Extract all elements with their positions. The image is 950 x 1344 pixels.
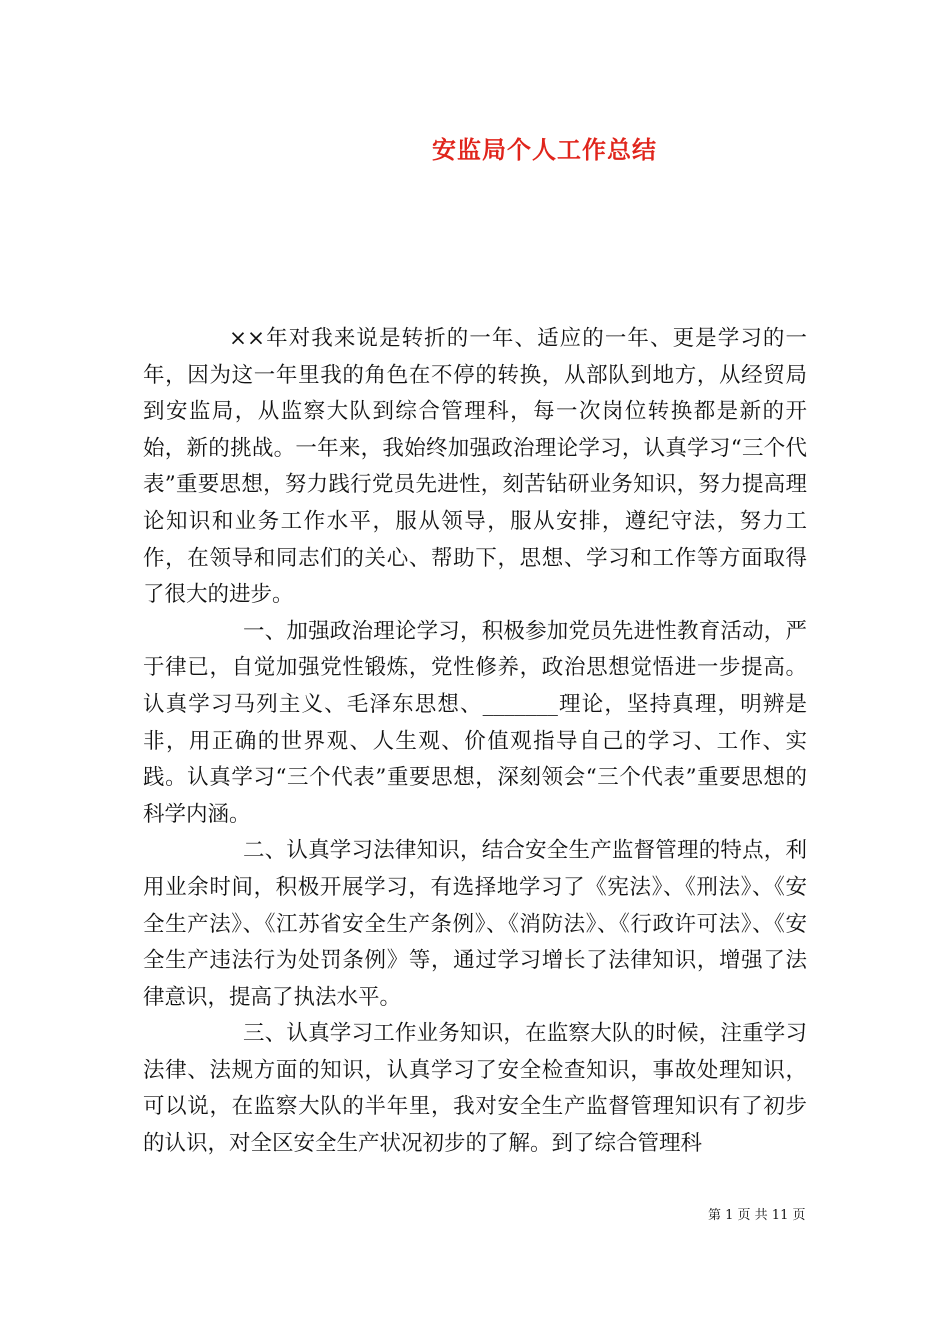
- document-body: [143, 321, 807, 1163]
- paragraph-intro: ××年对我来说是转折的一年、适应的一年、更是学习的一年，因为这一年里我的角色在不停的转换，从部队到地方，从经贸局到安监局，从监察大队到综合管理科，每一次岗位转换都是新的开始，新的挑战。一年来，我始终加强政治理论学习，认真学习“三个代表”重要思想，努力践行党员先进性，刻苦钻研业务知识，努力提高理论知识和业务工作水平，服从领导，服从安排，遵纪守法，努力工作，在领导和同志们的关心、帮助下，思想、学习和工作等方面取得了很大的进步。: [143, 326, 807, 608]
- document-title: [0, 130, 950, 165]
- paragraph-section-1: 一、加强政治理论学习，积极参加党员先进性教育活动，严于律已，自觉加强党性锻炼，党性修养，政治思想觉悟进一步提高。认真学习马列主义、毛泽东思想、_______理论，坚持真理，明辨是非，用正确的世界观、人生观、价值观指导自己的学习、工作、实践。认真学习“三个代表”重要思想，深刻领会“三个代表”重要思想的科学内涵。: [143, 618, 807, 827]
- document-title-text: 安监局个人工作总结: [432, 135, 657, 164]
- paragraph-section-2: 二、认真学习法律知识，结合安全生产监督管理的特点，利用业余时间，积极开展学习，有选择地学习了《宪法》、《刑法》、《安全生产法》、《江苏省安全生产条例》、《消防法》、《行政许可法》、《安全生产违法行为处罚条例》等，通过学习增长了法律知识，增强了法律意识，提高了执法水平。: [143, 838, 807, 1010]
- page-number-footer: 第 1 页 共 11 页: [708, 1208, 806, 1223]
- paragraph-section-3: 三、认真学习工作业务知识，在监察大队的时候，注重学习法律、法规方面的知识，认真学习了安全检查知识，事故处理知识，可以说，在监察大队的半年里，我对安全生产监督管理知识有了初步的认识，对全区安全生产状况初步的了解。到了综合管理科: [143, 1021, 807, 1157]
